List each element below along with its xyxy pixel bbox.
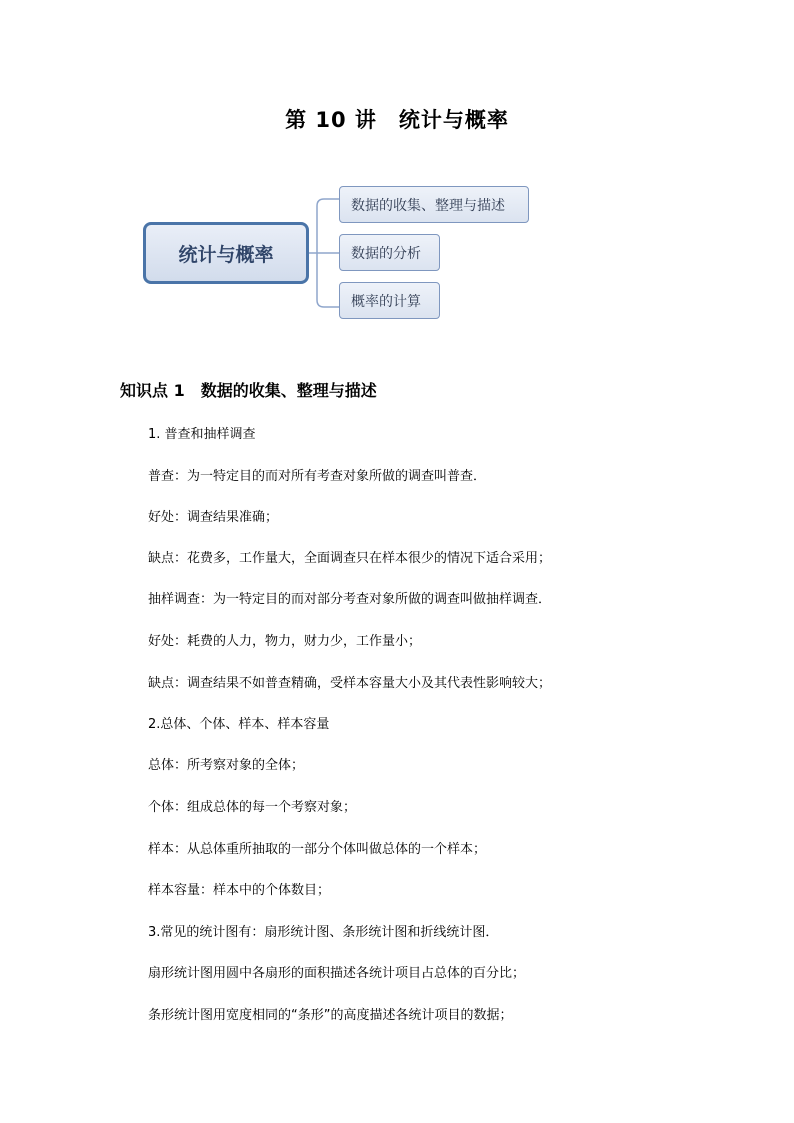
paragraph-line: 1. 普查和抽样调查 — [148, 427, 256, 442]
mind-map-branch-probability: 概率的计算 — [339, 282, 440, 319]
mind-map-branch-analysis: 数据的分析 — [339, 234, 440, 271]
paragraph-line: 样本：从总体重所抽取的一部分个体叫做总体的一个样本； — [148, 842, 487, 857]
mind-map-root: 统计与概率 — [143, 222, 309, 284]
paragraph-line: 抽样调查：为一特定目的而对部分考查对象所做的调查叫做抽样调查． — [148, 592, 552, 607]
paragraph-line: 扇形统计图用圆中各扇形的面积描述各统计项目占总体的百分比； — [148, 966, 526, 981]
paragraph-line: 条形统计图用宽度相同的“条形”的高度描述各统计项目的数据； — [148, 1008, 513, 1023]
mind-map — [0, 0, 794, 340]
mind-map-branch-collection: 数据的收集、整理与描述 — [339, 186, 529, 223]
paragraph-line: 缺点：调查结果不如普查精确，受样本容量大小及其代表性影响较大； — [148, 676, 552, 691]
paragraph-line: 个体：组成总体的每一个考察对象； — [148, 800, 357, 815]
paragraph-line: 好处：耗费的人力，物力，财力少，工作量小； — [148, 634, 422, 649]
paragraph-line: 3.常见的统计图有：扇形统计图、条形统计图和折线统计图． — [148, 925, 499, 940]
page-title: 第 10 讲 统计与概率 — [285, 108, 509, 132]
paragraph-line: 总体：所考察对象的全体； — [148, 758, 305, 773]
section-heading: 知识点 1 数据的收集、整理与描述 — [120, 381, 377, 400]
paragraph-line: 缺点：花费多，工作量大，全面调查只在样本很少的情况下适合采用； — [148, 551, 552, 566]
connector-trunk — [309, 199, 339, 307]
paragraph-line: 2.总体、个体、样本、样本容量 — [148, 717, 330, 732]
paragraph-line: 样本容量：样本中的个体数目； — [148, 883, 331, 898]
paragraph-line: 普查：为一特定目的而对所有考查对象所做的调查叫普查． — [148, 469, 487, 484]
paragraph-line: 好处：调查结果准确； — [148, 510, 279, 525]
